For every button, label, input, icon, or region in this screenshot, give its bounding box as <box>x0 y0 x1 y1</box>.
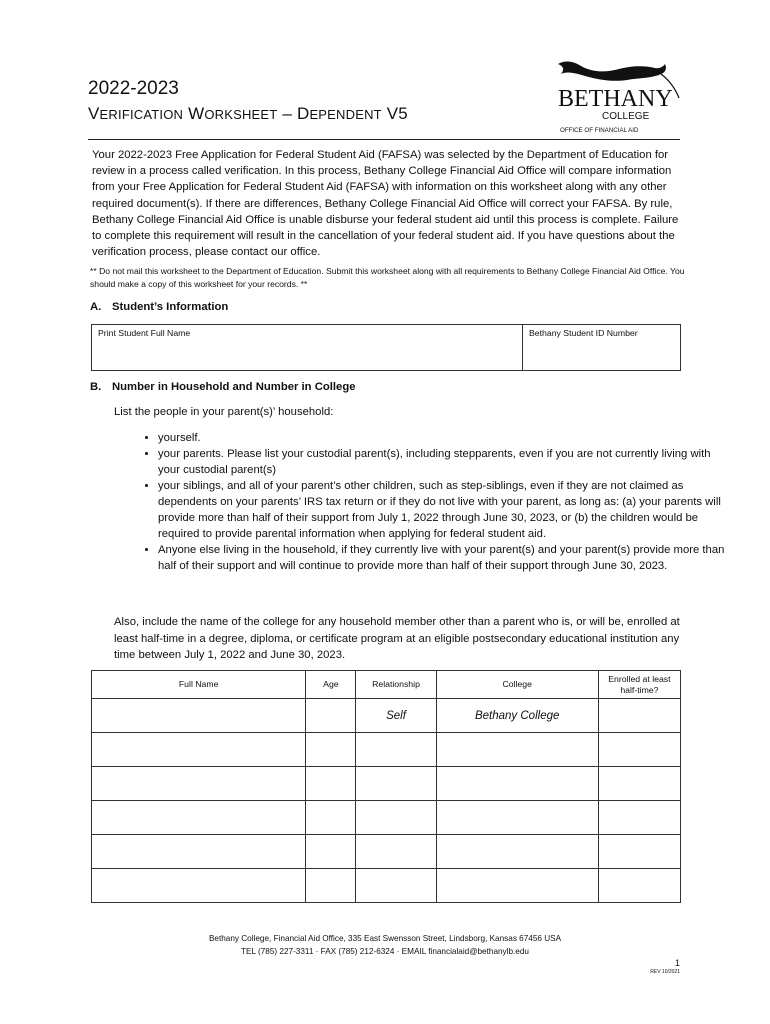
student-id-field[interactable] <box>523 325 681 371</box>
table-cell[interactable] <box>436 869 598 903</box>
worksheet-title: VERIFICATION WORKSHEET – DEPENDENT V5 <box>88 104 408 123</box>
section-b-heading: B. Number in Household and Number in College <box>90 381 356 393</box>
worksheet-year: 2022-2023 <box>88 78 179 99</box>
table-cell[interactable] <box>92 835 306 869</box>
list-item: • your siblings, and all of your parent’s other children, such as step-siblings, even if they are not claimed as dependents on your parents’ IRS tax return or if they do not live with your parent, as long as: (a) your parents will provide more than half of their support from July 1, 2022 through June 30, 2023, or (b) the children would be required to provide parental information when applying for federal student aid. <box>158 478 728 542</box>
college-instructions: Also, include the name of the college for any household member other than a parent who is, or will be, enrolled at least half-time in a degree, diploma, or certificate program at an eligible postsecondary educational institution any time between July 1, 2022 and June 30, 2023. <box>114 616 680 661</box>
table-row <box>92 733 681 767</box>
table-cell[interactable] <box>356 801 436 835</box>
table-cell[interactable] <box>306 801 356 835</box>
table-cell[interactable] <box>92 869 306 903</box>
table-cell[interactable] <box>92 699 306 733</box>
mailing-note: ** Do not mail this worksheet to the Department of Education. Submit this worksheet along with all requirements to Bethany College Financial Aid Office. You should make a copy of this worksheet for your records. ** <box>90 266 685 289</box>
list-item: • yourself. <box>158 430 728 446</box>
table-cell[interactable] <box>598 869 680 903</box>
table-row <box>92 699 681 733</box>
col-age: Age <box>306 671 356 699</box>
footer-address-line: Bethany College, Financial Aid Office, 335 East Swensson Street, Lindsborg, Kansas 67456 USA <box>208 934 562 943</box>
col-enrolled: Enrolled at least half-time? <box>598 671 680 699</box>
table-cell[interactable] <box>598 801 680 835</box>
table-cell[interactable] <box>436 835 598 869</box>
logo-college: COLLEGE <box>602 111 650 122</box>
logo-wordmark: BETHANY <box>558 86 673 112</box>
footer-address <box>0 932 770 958</box>
page-number: 1 <box>674 958 680 968</box>
table-cell[interactable] <box>598 733 680 767</box>
col-college: College <box>436 671 598 699</box>
student-info-table <box>91 324 681 371</box>
table-cell[interactable]: Bethany College <box>436 699 598 733</box>
logo-office: OFFICE OF FINANCIAL AID <box>560 127 639 134</box>
table-cell[interactable] <box>356 869 436 903</box>
list-item: • Anyone else living in the household, if they currently live with your parent(s) and your parent(s) provide more than half of their support and will continue to provide more than half of their support through June 30, 2023. <box>158 542 728 574</box>
student-name-field[interactable] <box>92 325 523 371</box>
table-header-row <box>92 671 681 699</box>
table-row <box>92 767 681 801</box>
table-cell[interactable] <box>306 699 356 733</box>
footer-contact-line: TEL (785) 227-3311 · FAX (785) 212-6324 · EMAIL financialaid@bethanylb.edu <box>241 947 529 956</box>
table-cell[interactable] <box>436 801 598 835</box>
list-item: • your parents. Please list your custodial parent(s), including stepparents, even if you are not currently living with your custodial parent(s) <box>158 446 728 478</box>
col-full-name: Full Name <box>92 671 306 699</box>
swan-icon <box>558 62 666 81</box>
student-name-label: Print Student Full Name <box>98 328 191 338</box>
table-cell[interactable] <box>356 767 436 801</box>
table-cell[interactable] <box>436 733 598 767</box>
household-table <box>91 670 681 903</box>
table-cell[interactable] <box>92 733 306 767</box>
table-cell[interactable] <box>436 767 598 801</box>
table-cell[interactable] <box>598 767 680 801</box>
household-list <box>114 430 728 574</box>
revision-date: REV 10/2021 <box>650 969 680 975</box>
intro-paragraph: Your 2022-2023 Free Application for Federal Student Aid (FAFSA) was selected by the Department of Education for review in a process called verification. In this process, Bethany College Financial Aid Office will compare information from your Free Application for Federal Student Aid (FAFSA) with information on this worksheet along with any other required document(s). If there are differences, Bethany College Financial Aid Office will correct your FAFSA. By rule, Bethany College Financial Aid Office is unable disburse your federal student aid until this process is complete. Failure to complete this requirement will result in the cancellation of your federal student aid. If you have questions about the verification process, please contact our office. <box>92 149 679 259</box>
household-lead: List the people in your parent(s)’ household: <box>114 406 334 418</box>
table-row <box>92 835 681 869</box>
table-row <box>92 801 681 835</box>
table-cell[interactable] <box>598 835 680 869</box>
table-cell[interactable] <box>598 699 680 733</box>
table-row <box>92 869 681 903</box>
table-cell[interactable] <box>306 869 356 903</box>
student-id-label: Bethany Student ID Number <box>529 328 638 338</box>
table-cell[interactable]: Self <box>356 699 436 733</box>
table-cell[interactable] <box>356 733 436 767</box>
bethany-college-logo <box>555 58 685 138</box>
section-a-heading: A. Student’s Information <box>90 301 229 313</box>
col-relationship: Relationship <box>356 671 436 699</box>
table-cell[interactable] <box>306 767 356 801</box>
table-cell[interactable] <box>306 835 356 869</box>
header-divider <box>88 139 680 140</box>
table-cell[interactable] <box>92 767 306 801</box>
table-cell[interactable] <box>92 801 306 835</box>
table-cell[interactable] <box>356 835 436 869</box>
table-cell[interactable] <box>306 733 356 767</box>
